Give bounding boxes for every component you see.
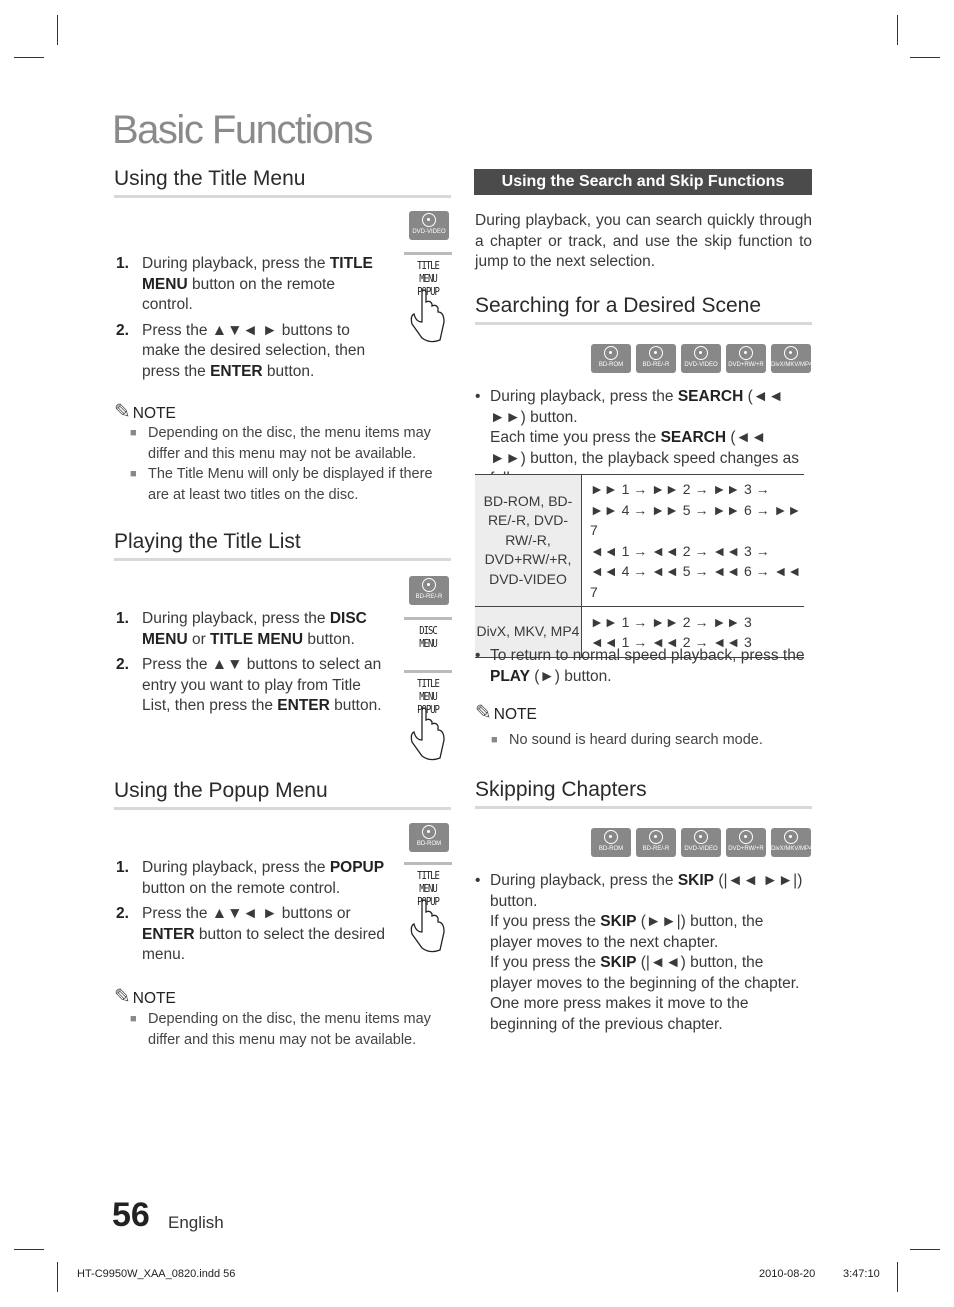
section-skipping-chapters-heading: Skipping Chapters xyxy=(475,778,812,809)
page-title: Basic Functions xyxy=(112,108,372,152)
bullet-item: • During playback, press the SEARCH (◄◄ ►►) button. Each time you press the SEARCH (◄◄ ►►) button, the playback speed changes as xyxy=(475,388,800,467)
step-item: 2. Press the ▲▼◄ ► buttons or ENTER button to select the desired menu. xyxy=(116,905,385,963)
hand-press-icon xyxy=(404,670,452,762)
title-menu-steps xyxy=(114,254,390,387)
popup-menu-steps xyxy=(114,858,390,971)
disc-type-icon: BD-RE/-R xyxy=(636,828,676,857)
note-item: ■ Depending on the disc, the menu items may differ and this menu may not be available. xyxy=(130,1011,431,1048)
section-search-scene-heading: Searching for a Desired Scene xyxy=(475,294,812,325)
skip-bullet-list xyxy=(475,871,805,1035)
hand-press-icon xyxy=(404,862,452,954)
title-menu-notes xyxy=(128,423,452,505)
dvd-video-disc-icon: DVD-VIDEO xyxy=(409,211,449,240)
crop-mark xyxy=(897,15,898,45)
note-heading: ✎ NOTE xyxy=(475,702,537,724)
crop-mark xyxy=(14,1249,44,1250)
pencil-icon: ✎ xyxy=(114,401,131,423)
note-item: ■ The Title Menu will only be displayed if there are at least two titles on the disc. xyxy=(130,466,433,503)
note-heading: ✎ NOTE xyxy=(114,401,176,423)
disc-type-icon: DVD+RW/+R xyxy=(726,828,766,857)
footer-language: English xyxy=(168,1213,224,1232)
step-item: 2. Press the ▲▼ buttons to select an entry you want to play from Title List, then press the ENTER button. xyxy=(116,656,382,714)
crop-mark xyxy=(897,1262,898,1292)
slug-filename: HT-C9950W_XAA_0820.indd 56 xyxy=(77,1268,236,1280)
table-cell-speeds: ►► 1 → ►► 2 → ►► 3 → ►► 4 → ►► 5 → ►► 6 → ►► 7 ◄◄ 1 → ◄◄ 2 → ◄◄ 3 → ◄◄ 4 → ◄◄ 5 → ◄◄ 6 → ◄◄ 7 xyxy=(582,475,805,607)
disc-type-icon: DivX/MKV/MP4 xyxy=(771,344,811,373)
table-cell-disc-types: DivX, MKV, MP4 xyxy=(475,607,582,658)
crop-mark xyxy=(57,1262,58,1292)
note-heading: ✎ NOTE xyxy=(114,986,176,1008)
table-cell-disc-types: BD-ROM, BD-RE/-R, DVD-RW/-R, DVD+RW/+R, DVD-VIDEO xyxy=(475,475,582,607)
note-item: ■ No sound is heard during search mode. xyxy=(491,732,763,748)
section-title-list-heading: Playing the Title List xyxy=(114,530,451,561)
step-item: 1. During playback, press the DISC MENU or TITLE MENU button. xyxy=(116,610,367,648)
pencil-icon: ✎ xyxy=(475,702,492,724)
bd-re-disc-icon: BD-RE/-R xyxy=(409,576,449,605)
step-item: 1. During playback, press the TITLE MENU button on the remote control. xyxy=(116,255,373,313)
play-bullet-list xyxy=(475,646,805,687)
disc-menu-button-icon: DISC MENU xyxy=(404,617,452,657)
search-notes xyxy=(489,730,809,751)
disc-type-icon: DVD+RW/+R xyxy=(726,344,766,373)
bullet-item: • To return to normal speed playback, press the PLAY (►) button. xyxy=(475,647,805,685)
disc-type-icon: DVD-VIDEO xyxy=(681,828,721,857)
remote-button-icon: TITLE MENU POPUP xyxy=(404,670,452,762)
pencil-icon: ✎ xyxy=(114,986,131,1008)
crop-mark xyxy=(14,57,44,58)
hand-press-icon xyxy=(404,252,452,344)
section-title-menu-heading: Using the Title Menu xyxy=(114,167,451,198)
page-number: 56 xyxy=(112,1196,150,1234)
remote-button-icon: TITLE MENU POPUP xyxy=(404,862,452,954)
disc-type-icon: BD-RE/-R xyxy=(636,344,676,373)
disc-type-icon: BD-ROM xyxy=(591,828,631,857)
table-row xyxy=(475,475,804,607)
slug-time: 3:47:10 xyxy=(843,1268,880,1280)
disc-type-icon: DivX/MKV/MP4 xyxy=(771,828,811,857)
bd-rom-disc-icon: BD-ROM xyxy=(409,823,449,852)
title-list-steps xyxy=(114,609,390,722)
disc-type-icon: BD-ROM xyxy=(591,344,631,373)
search-speed-table xyxy=(475,474,804,658)
section-popup-menu-heading: Using the Popup Menu xyxy=(114,779,451,810)
remote-button-icon: TITLE MENU POPUP xyxy=(404,252,452,344)
popup-menu-notes xyxy=(128,1009,438,1050)
section-search-skip-heading: Using the Search and Skip Functions xyxy=(474,169,812,195)
crop-mark xyxy=(57,15,58,45)
note-item: ■ Depending on the disc, the menu items may differ and this menu may not be available. xyxy=(130,425,431,462)
slug-date: 2010-08-20 xyxy=(759,1268,816,1280)
disc-type-icon: DVD-VIDEO xyxy=(681,344,721,373)
crop-mark xyxy=(910,1249,940,1250)
bullet-item: • During playback, press the SKIP (|◄◄ ►►|) button. If you press the SKIP (►►|) button, the player moves to the next chapter. If you press the SKIP (|◄◄) button, the player moves to the beginning of the chapter. One more press makes it move to the beginning of the previous chapter. xyxy=(475,872,803,1033)
table-cell-speeds: ►► 1 → ►► 2 → ►► 3 ◄◄ 1 → ◄◄ 2 → ◄◄ 3 xyxy=(582,607,805,658)
step-item: 2. Press the ▲▼◄ ► buttons to make the desired selection, then press the ENTER button. xyxy=(116,321,366,380)
crop-mark xyxy=(910,57,940,58)
search-skip-intro: During playback, you can search quickly through a chapter or track, and use the skip function to jump to the next selection. xyxy=(475,212,812,270)
step-item: 1. During playback, press the POPUP button on the remote control. xyxy=(116,859,385,897)
